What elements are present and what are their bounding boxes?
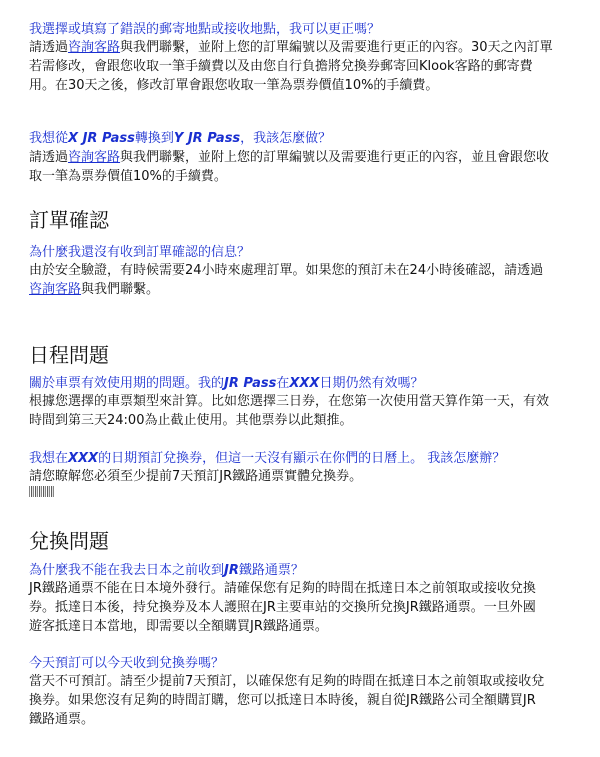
answer-line: 取一筆為票券價值10%的手續費。 [29,169,227,184]
contact-klook-link[interactable]: 咨詢客路 [68,40,121,55]
contact-klook-link[interactable]: 咨詢客路 [29,282,82,297]
scan-artifact [29,486,55,497]
answer-line: 用。在30天之後，修改訂單會跟您收取一筆為票券價值10%的手續費。 [29,78,439,93]
answer-line: 遊客抵達日本當地，即需要以全額購買JR鐵路通票。 [29,619,328,634]
contact-klook-link[interactable]: 咨詢客路 [68,150,121,165]
question-text: 轉換到 [134,131,174,146]
question-emphasis: XXX [289,376,320,391]
answer-line: 券。抵達日本後，持兌換券及本人護照在JR主要車站的交換所兌換JR鐵路通票。一旦外國 [29,600,536,615]
question-emphasis: JR Pass [224,376,277,391]
answer-line [29,148,584,167]
section-heading-exchange: 兌換問題 [29,529,109,553]
answer-text: 與我們聯繫，並附上您的訂單編號以及需要進行更正的內容，並且會跟您收 [120,150,550,165]
faq-question-wrong-address [29,21,589,38]
faq-question-receive-before-japan [29,562,589,579]
question-emphasis: X JR Pass [68,131,135,146]
question-text: 我想從 [29,131,69,146]
answer-line: 由於安全驗證，有時候需要24小時來處理訂單。如果您的預訂未在24小時後確認，請透過 [29,263,544,278]
faq-answer-same-day [29,672,584,729]
answer-line: 根據您選擇的車票類型來計算。比如您選擇三日券，在您第一次使用當天算作第一天，有效 [29,394,550,409]
faq-answer-pass-change [29,148,584,186]
question-text: 在 [276,376,290,391]
answer-text: 請透過 [29,150,69,165]
answer-text: 請透過 [29,40,69,55]
answer-line: 鐵路通票。 [29,712,95,727]
faq-question-validity [29,375,589,392]
question-text: 我選擇或填寫了錯誤的郵寄地點或接收地點，我可以更正嗎？ [29,22,381,37]
question-text: 關於車票有效使用期的問題。我的 [29,376,225,391]
faq-question-same-day [29,655,589,672]
question-text: 為什麼我不能在我去日本之前收到 [29,563,225,578]
question-text: 為什麼我還沒有收到訂單確認的信息？ [29,245,251,260]
faq-answer-wrong-address [29,38,584,95]
answer-line [29,280,584,299]
question-text: 鐵路通票？ [238,563,304,578]
question-text: 今天預訂可以今天收到兌換券嗎？ [29,656,225,671]
answer-line: 時間到第三天24:00為止截止使用。其他票券以此類推。 [29,413,353,428]
answer-line: 換券。如果您沒有足夠的時間訂購，您可以抵達日本時後，親自從JR鐵路公司全額購買JR [29,693,536,708]
faq-answer-receive-before-japan [29,579,584,636]
question-text: 日期仍然有效嗎？ [319,376,424,391]
question-text: 的日期預訂兌換券，但這一天沒有顯示在你們的日曆上。 我該怎麼辦？ [98,451,506,466]
answer-line: JR鐵路通票不能在日本境外發行。請確保您有足夠的時間在抵達日本之前領取或接收兌換 [29,581,536,596]
faq-question-calendar-date [29,450,589,467]
faq-answer-validity [29,392,584,430]
faq-answer-calendar-date [29,467,584,486]
answer-line: 請您瞭解您必須至少提前7天預訂JR鐵路通票實體兌換券。 [29,469,363,484]
section-heading-order-confirmation: 訂單確認 [29,208,109,232]
answer-line: 若需修改，會跟您收取一筆手續費以及由您自行負擔將兌換券郵寄回Klook客路的郵寄費 [29,59,533,74]
faq-question-pass-change [29,130,589,147]
section-heading-schedule: 日程問題 [29,343,109,367]
answer-line [29,38,584,57]
question-emphasis: XXX [68,451,99,466]
answer-text: 與我們聯繫，並附上您的訂單編號以及需要進行更正的內容。30天之內訂單 [120,40,553,55]
answer-text: 與我們聯繫。 [81,282,160,297]
question-emphasis: JR [224,563,239,578]
question-text: ，我該怎麼做？ [240,131,332,146]
faq-question-no-confirmation [29,244,589,261]
answer-line: 當天不可預訂。請至少提前7天預訂，以確保您有足夠的時間在抵達日本之前領取或接收兌 [29,674,545,689]
faq-answer-no-confirmation [29,261,584,299]
question-emphasis: Y JR Pass [173,131,241,146]
question-text: 我想在 [29,451,69,466]
